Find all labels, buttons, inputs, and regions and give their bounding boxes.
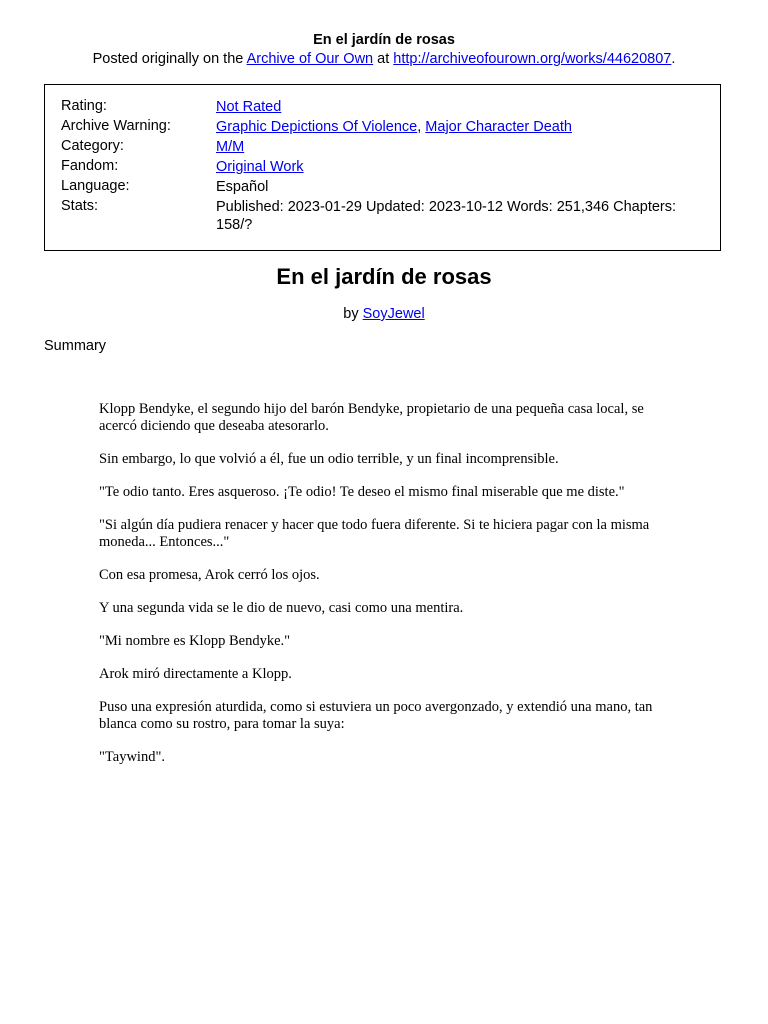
warning-link-death[interactable]: Major Character Death: [425, 119, 572, 135]
posted-prefix: Posted originally on the: [92, 51, 244, 67]
summary-paragraph: Arok miró directamente a Klopp.: [99, 666, 292, 682]
summary-paragraph: Klopp Bendyke, el segundo hijo del barón Bendyke, propietario de una pequeña casa local, se acercó diciendo que deseaba atesorarlo.: [99, 401, 644, 434]
summary-paragraph: "Taywind".: [99, 749, 165, 765]
rating-value: [216, 98, 711, 116]
summary-heading: Summary: [44, 338, 107, 354]
summary-paragraph: Sin embargo, lo que volvió a él, fue un odio terrible, y un final incomprensible.: [99, 451, 559, 467]
rating-link[interactable]: Not Rated: [216, 99, 282, 115]
posted-line: [0, 50, 768, 69]
document-header: [0, 31, 768, 69]
work-title: En el jardín de rosas: [276, 264, 492, 289]
summary-paragraph: "Te odio tanto. Eres asqueroso. ¡Te odio! Te deseo el mismo final miserable que me diste.": [99, 484, 625, 500]
language-label: Language:: [61, 178, 130, 194]
summary-paragraph: Con esa promesa, Arok cerró los ojos.: [99, 567, 320, 583]
warning-link-violence[interactable]: Graphic Depictions Of Violence: [216, 119, 418, 135]
author-link[interactable]: SoyJewel: [362, 306, 425, 322]
rating-label: Rating:: [61, 98, 107, 114]
document-title: En el jardín de rosas: [313, 32, 455, 48]
at-word: at: [377, 51, 390, 67]
category-link[interactable]: M/M: [216, 139, 245, 155]
summary-paragraph: Y una segunda vida se le dio de nuevo, casi como una mentira.: [99, 600, 464, 616]
language-value: Español: [216, 179, 269, 195]
summary-paragraph: "Si algún día pudiera renacer y hacer que todo fuera diferente. Si te hiciera pagar con la misma moneda... Entonces...": [99, 517, 650, 550]
fandom-label: Fandom:: [61, 158, 119, 174]
summary-paragraph: "Mi nombre es Klopp Bendyke.": [99, 633, 291, 649]
category-label: Category:: [61, 138, 124, 154]
warning-separator: ,: [417, 119, 422, 135]
category-value: [216, 138, 711, 156]
period: .: [671, 51, 676, 67]
summary-paragraph: Puso una expresión aturdida, como si estuviera un poco avergonzado, y extendió una mano, tan blanca como su rostro, para tomar la suya:: [99, 699, 653, 732]
warning-label: Archive Warning:: [61, 118, 171, 134]
stats-label: Stats:: [61, 198, 99, 214]
by-word: by: [343, 306, 359, 322]
fandom-link[interactable]: Original Work: [216, 159, 304, 175]
fandom-value: [216, 158, 711, 176]
metadata-box: [44, 84, 721, 251]
stats-value: Published: 2023-01-29 Updated: 2023-10-12 Words: 251,346 Chapters: 158/?: [216, 199, 677, 233]
warning-value: [216, 118, 711, 136]
archive-link[interactable]: Archive of Our Own: [246, 51, 374, 67]
summary-body: [99, 401, 679, 782]
work-url-link[interactable]: http://archiveofourown.org/works/44620807: [393, 51, 672, 67]
byline: [0, 305, 768, 324]
